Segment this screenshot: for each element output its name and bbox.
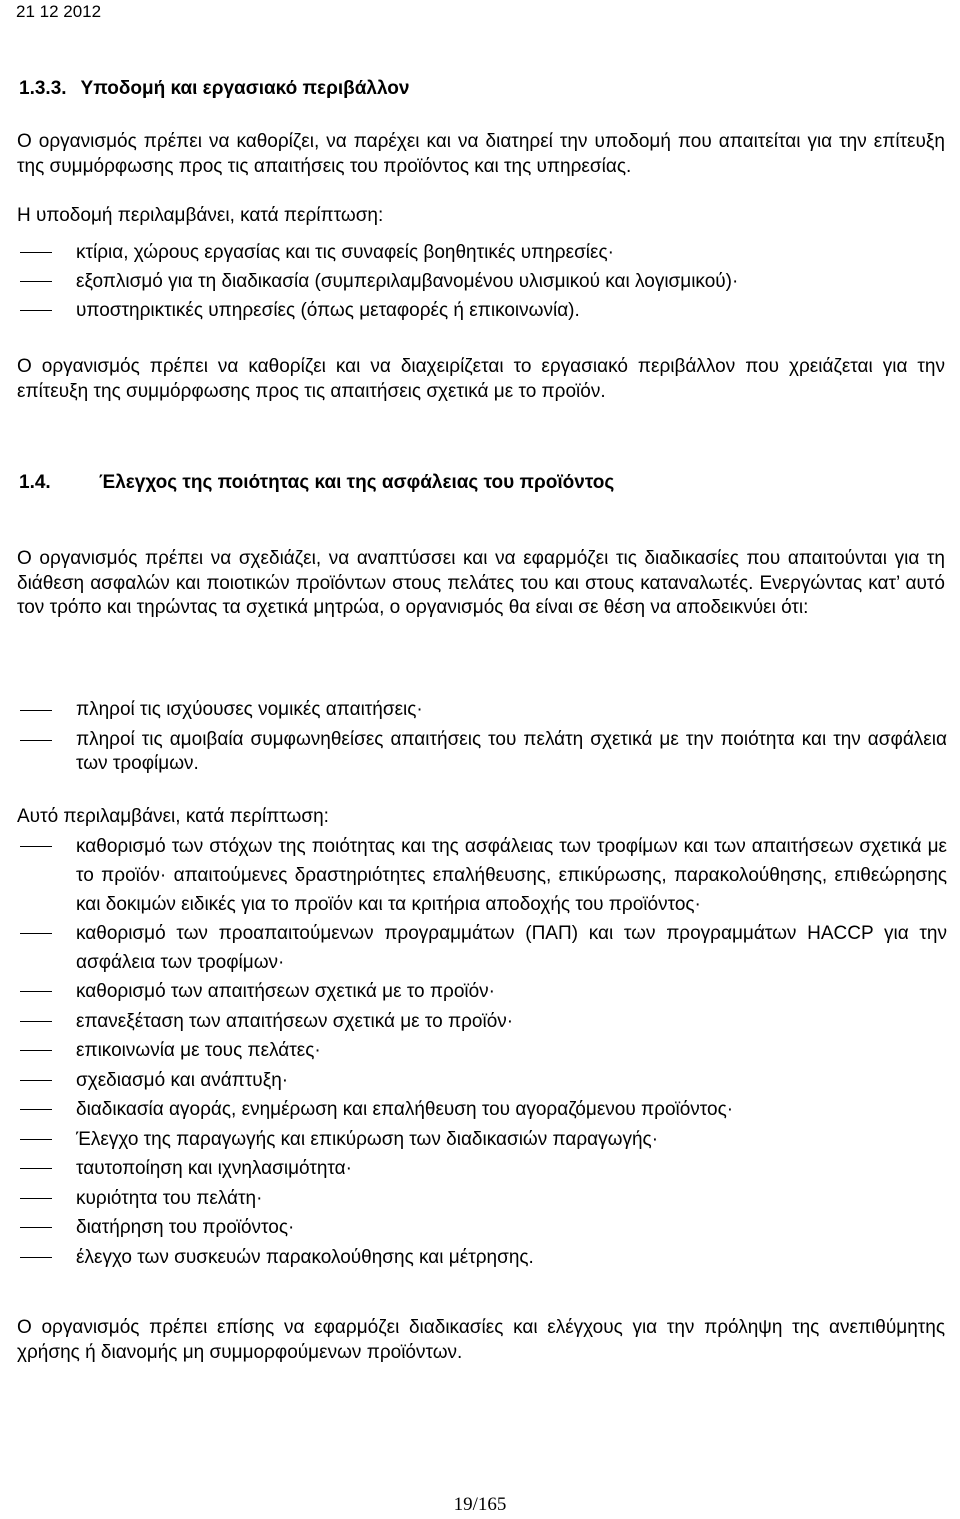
paragraph: Ο οργανισμός πρέπει να καθορίζει, να παρέχει και να διατηρεί την υποδομή που απαιτείται για την επίτευξη της συμμόρφωσης προς τις απαιτήσεις του προϊόντος και της υπηρεσίας.: [17, 131, 945, 177]
list-item: κτίρια, χώρους εργασίας και τις συναφείς βοηθητικές υπηρεσίες·: [17, 238, 947, 267]
section-number: 1.3.3.: [19, 78, 67, 99]
list-item: εξοπλισμό για τη διαδικασία (συμπεριλαμβανομένου υλισμικού και λογισμικού)·: [17, 267, 947, 296]
paragraph: Ο οργανισμός πρέπει να σχεδιάζει, να αναπτύσσει και να εφαρμόζει τις διαδικασίες που απαιτούνται για τη διάθεση ασφαλών και ποιοτικών προϊόντων στους πελάτες του και στους καταναλωτές. Ενεργώντας κατ’ αυτό τον τρόπο και τηρώντας τα σχετικά μητρώα, ο οργανισμός θα είναι σε θέση να αποδεικνύει ότι:: [17, 548, 945, 618]
list-item: διαδικασία αγοράς, ενημέρωση και επαλήθευση του αγοραζόμενου προϊόντος·: [17, 1095, 947, 1125]
paragraph: Ο οργανισμός πρέπει να καθορίζει και να διαχειρίζεται το εργασιακό περιβάλλον που χρειάζεται για την επίτευξη της συμμόρφωσης προς τις απαιτήσεις σχετικά με το προϊόν.: [17, 356, 945, 402]
list-item: Έλεγχο της παραγωγής και επικύρωση των διαδικασιών παραγωγής·: [17, 1125, 947, 1155]
list-item: διατήρηση του προϊόντος·: [17, 1213, 947, 1243]
page-number: 19/165: [453, 1494, 507, 1515]
list-item: καθορισμό των απαιτήσεων σχετικά με το προϊόν·: [17, 977, 947, 1007]
list-item: έλεγχο των συσκευών παρακολούθησης και μέτρησης.: [17, 1243, 947, 1273]
section-heading-1-3-3: [19, 78, 409, 100]
header-date: 21 12 2012: [16, 2, 102, 21]
list-item: κυριότητα του πελάτη·: [17, 1184, 947, 1214]
list-item: καθορισμό των προαπαιτούμενων προγραμμάτων (ΠΑΠ) και των προγραμμάτων HACCP για την ασφάλεια των τροφίμων·: [17, 919, 947, 977]
requirements-list: [17, 698, 947, 777]
paragraph: Αυτό περιλαμβάνει, κατά περίπτωση:: [17, 806, 329, 827]
list-item: πληροί τις αμοιβαία συμφωνηθείσες απαιτήσεις του πελάτη σχετικά με την ποιότητα και την ασφάλεια των τροφίμων.: [17, 728, 947, 777]
section-number: 1.4.: [19, 472, 51, 493]
list-item: ταυτοποίηση και ιχνηλασιμότητα·: [17, 1154, 947, 1184]
list-item: επανεξέταση των απαιτήσεων σχετικά με το προϊόν·: [17, 1007, 947, 1037]
list-item: υποστηρικτικές υπηρεσίες (όπως μεταφορές ή επικοινωνία).: [17, 296, 947, 325]
paragraph: Η υποδομή περιλαμβάνει, κατά περίπτωση:: [17, 205, 384, 226]
section-title: Υποδομή και εργασιακό περιβάλλον: [80, 78, 410, 99]
list-item: πληροί τις ισχύουσες νομικές απαιτήσεις·: [17, 698, 947, 723]
list-item: σχεδιασμό και ανάπτυξη·: [17, 1066, 947, 1096]
scope-list: [17, 832, 947, 1272]
section-heading-1-4: [19, 472, 615, 494]
section-title: Έλεγχος της ποιότητας και της ασφάλειας του προϊόντος: [99, 472, 615, 493]
list-item: επικοινωνία με τους πελάτες·: [17, 1036, 947, 1066]
list-item: καθορισμό των στόχων της ποιότητας και της ασφάλειας των τροφίμων και των απαιτήσεων σχετικά με το προϊόν· απαιτούμενες δραστηριότητες επαλήθευσης, επικύρωσης, παρακολούθησης, επιθεώρησης και δοκιμών ειδικές για το προϊόν και τα κριτήρια αποδοχής του προϊόντος·: [17, 832, 947, 919]
paragraph: Ο οργανισμός πρέπει επίσης να εφαρμόζει διαδικασίες και ελέγχους για την πρόληψη της ανεπιθύμητης χρήσης ή διανομής μη συμμορφούμενων προϊόντων.: [17, 1317, 945, 1363]
infrastructure-list: [17, 238, 947, 325]
